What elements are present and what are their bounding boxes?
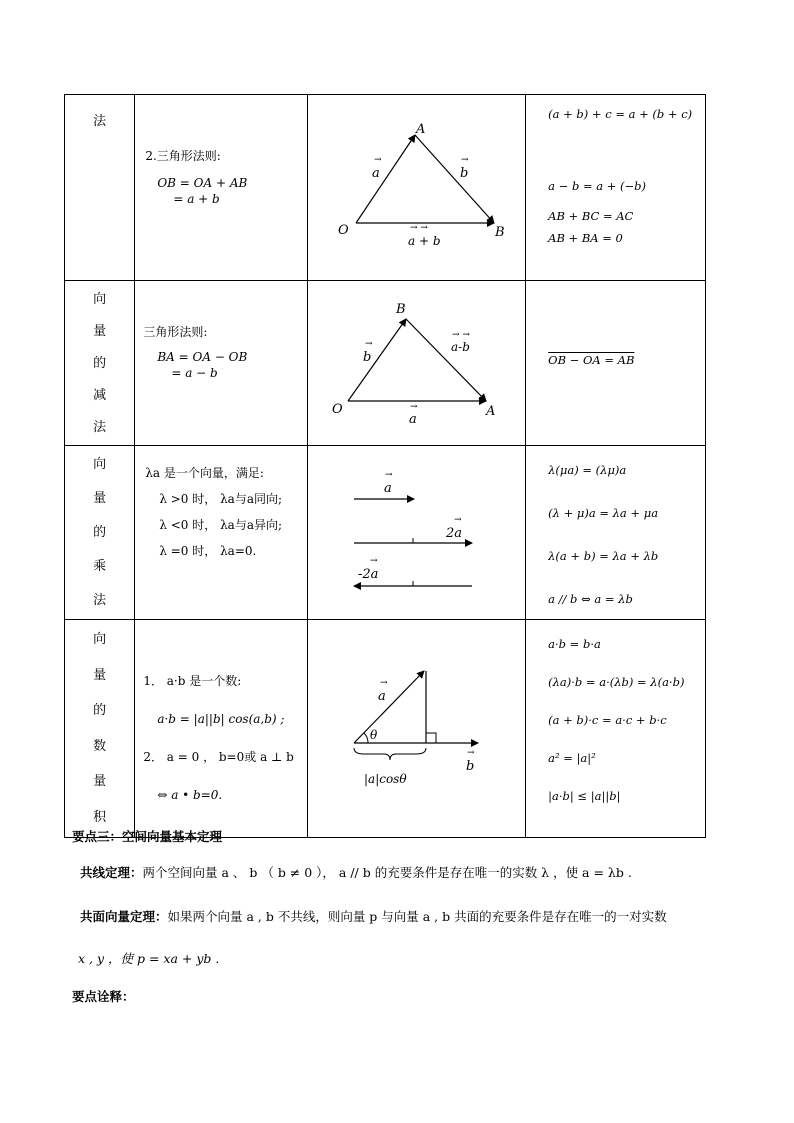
law-subtraction: a − b = a + (−b): [548, 179, 647, 193]
definition-title: 2.三角形法则:: [145, 149, 221, 163]
multiplication-laws: [526, 446, 706, 620]
vector-operations-table: [64, 94, 706, 838]
row-label-multiplication: [65, 446, 135, 620]
vector-b-arrow: [348, 319, 406, 401]
label-char: 量: [93, 323, 107, 339]
triangle-addition-diagram: [308, 95, 524, 276]
label-char: 向: [93, 457, 107, 473]
label-char: 向: [93, 291, 107, 307]
arrow-mark: →: [385, 470, 393, 480]
label-char: 积: [93, 809, 107, 825]
law-scalar-assoc: (λa)·b = a·(λb) = λ(a·b): [548, 675, 685, 689]
law-scalar-distributive-1: (λ + μ)a = λa + μa: [548, 506, 659, 520]
vector-a-label: a: [409, 412, 417, 427]
label-char: 量: [93, 667, 107, 683]
label-char: 向: [93, 632, 107, 648]
table-row-subtraction: [65, 281, 706, 446]
dot-product-definition: [135, 620, 308, 838]
law-scalar-associative: λ(μa) = (λμ)a: [548, 463, 627, 477]
collinear-label: 共线定理：: [80, 865, 143, 880]
point-B-label: B: [495, 225, 505, 240]
definition-line: λ <0 时， λa与a异向;: [159, 518, 283, 532]
point-O-label: O: [332, 402, 343, 417]
point-B-label: B: [396, 302, 406, 317]
point-A-label: A: [416, 122, 426, 137]
definition-line: 2． a = 0 ， b=0或 a ⊥ b: [143, 750, 294, 764]
arrow-mark: → →: [410, 223, 429, 233]
label-char: 的: [93, 703, 107, 719]
vector-diff-arrow: [406, 319, 486, 401]
dot-product-laws: [526, 620, 706, 838]
section-3-title: 要点三：空间向量基本定理: [72, 829, 223, 844]
label-char: 的: [93, 524, 107, 540]
label-char: 量: [93, 491, 107, 507]
addition-laws: [526, 95, 706, 281]
addition-definition: [135, 95, 308, 281]
row-label-addition: [65, 95, 135, 281]
point-O-label: O: [338, 223, 349, 238]
right-angle-mark: [426, 733, 436, 743]
point-A-label: A: [486, 404, 496, 419]
subtraction-figure: [308, 281, 526, 446]
vector-b-label: b: [460, 166, 469, 181]
angle-arc: [364, 733, 368, 743]
definition-line: λ >0 时， λa与a同向;: [159, 492, 283, 506]
scalar-multiplication-diagram: [308, 446, 524, 615]
label-char: 法: [93, 113, 107, 129]
multiplication-figure: [308, 446, 526, 620]
explanation-title: 要点诠释：: [72, 989, 135, 1004]
triangle-subtraction-diagram: [308, 281, 524, 441]
label-char: 法: [93, 419, 107, 435]
coplanar-text: 如果两个向量 a , b 不共线，则向量 p 与向量 a , b 共面的充要条件是存在唯一的一对实数: [167, 909, 667, 924]
vector-neg-2a-label: -2a: [358, 567, 379, 582]
definition-line: 1． a·b 是一个数:: [143, 674, 242, 688]
arrow-mark: →: [410, 402, 418, 412]
law-parallel: a // b ⇔ a = λb: [548, 592, 633, 606]
arrow-mark: →: [467, 748, 475, 758]
row-label-subtraction: [65, 281, 135, 446]
law-associative: (a + b) + c = a + (b + c): [548, 107, 693, 121]
projection-label: |a|cosθ: [364, 772, 407, 786]
arrow-mark: → →: [452, 330, 471, 340]
label-char: 法: [93, 592, 107, 608]
addition-figure: [308, 95, 526, 281]
definition-line: ⇔ a • b=0.: [157, 788, 223, 802]
law-square: a² = |a|²: [548, 751, 596, 765]
row-label-dot-product: [65, 620, 135, 838]
vector-a-label: a: [372, 166, 380, 181]
arrow-mark: →: [380, 678, 388, 688]
vector-diff-label: a-b: [451, 340, 471, 354]
vector-a-label: a: [378, 689, 386, 704]
theta-label: θ: [370, 728, 378, 742]
law-commutative: a·b = b·a: [548, 637, 601, 651]
vector-a-arrow: [354, 671, 424, 743]
definition-line: λ =0 时， λa=0.: [159, 544, 257, 558]
subtraction-definition: [135, 281, 308, 446]
law-distributive: (a + b)·c = a·c + b·c: [548, 713, 667, 727]
collinear-theorem: [80, 863, 632, 881]
multiplication-definition: [135, 446, 308, 620]
label-char: 数: [93, 738, 107, 754]
arrow-mark: →: [370, 556, 378, 566]
vector-b-label: b: [466, 759, 475, 774]
definition-formula-2: = a + b: [173, 192, 220, 206]
coplanar-theorem: [80, 907, 667, 925]
definition-formula-1: OB = OA + AB: [157, 176, 248, 190]
projection-brace: [354, 748, 426, 760]
definition-formula-1: BA = OA − OB: [157, 350, 248, 364]
vector-a-arrow: [356, 135, 415, 223]
dot-product-figure: [308, 620, 526, 838]
label-char: 乘: [93, 558, 107, 574]
law-difference: [548, 353, 705, 367]
arrow-mark: →: [461, 155, 469, 165]
definition-line: a·b = |a||b| cos(a,b) ;: [157, 712, 285, 726]
definition-formula-2: = a − b: [171, 366, 218, 380]
table-row-multiplication: [65, 446, 706, 620]
label-char: 量: [93, 774, 107, 790]
table-row-dot-product: [65, 620, 706, 838]
vector-2a-label: 2a: [446, 526, 463, 541]
collinear-text: 两个空间向量 a 、 b （ b ≠ 0 ）， a // b 的充要条件是存在唯一的实数 λ ，使 a = λb .: [142, 865, 632, 880]
projection-diagram: [308, 620, 524, 833]
label-char: 减: [93, 387, 107, 403]
subtraction-laws: [526, 281, 706, 446]
definition-line: λa 是一个向量，满足:: [145, 466, 264, 480]
coplanar-theorem-continued: x , y ，使 p = xa + yb .: [78, 951, 220, 966]
arrow-mark: →: [374, 155, 382, 165]
law-chain: AB + BC = AC: [548, 209, 634, 223]
definition-title: 三角形法则:: [143, 325, 208, 339]
vector-a-label: a: [384, 481, 392, 496]
law-zero: AB + BA = 0: [548, 231, 623, 245]
vector-b-arrow: [415, 135, 494, 223]
law-difference-text: OB − OA = AB: [548, 353, 635, 367]
law-scalar-distributive-2: λ(a + b) = λa + λb: [548, 549, 659, 563]
vector-b-label: b: [363, 350, 372, 365]
arrow-mark: →: [454, 515, 462, 525]
table-row-addition: [65, 95, 706, 281]
arrow-mark: →: [365, 339, 373, 349]
sum-label: a + b: [408, 234, 441, 248]
law-cauchy-schwarz: |a·b| ≤ |a||b|: [548, 789, 621, 803]
coplanar-label: 共面向量定理：: [80, 909, 168, 924]
label-char: 的: [93, 355, 107, 371]
